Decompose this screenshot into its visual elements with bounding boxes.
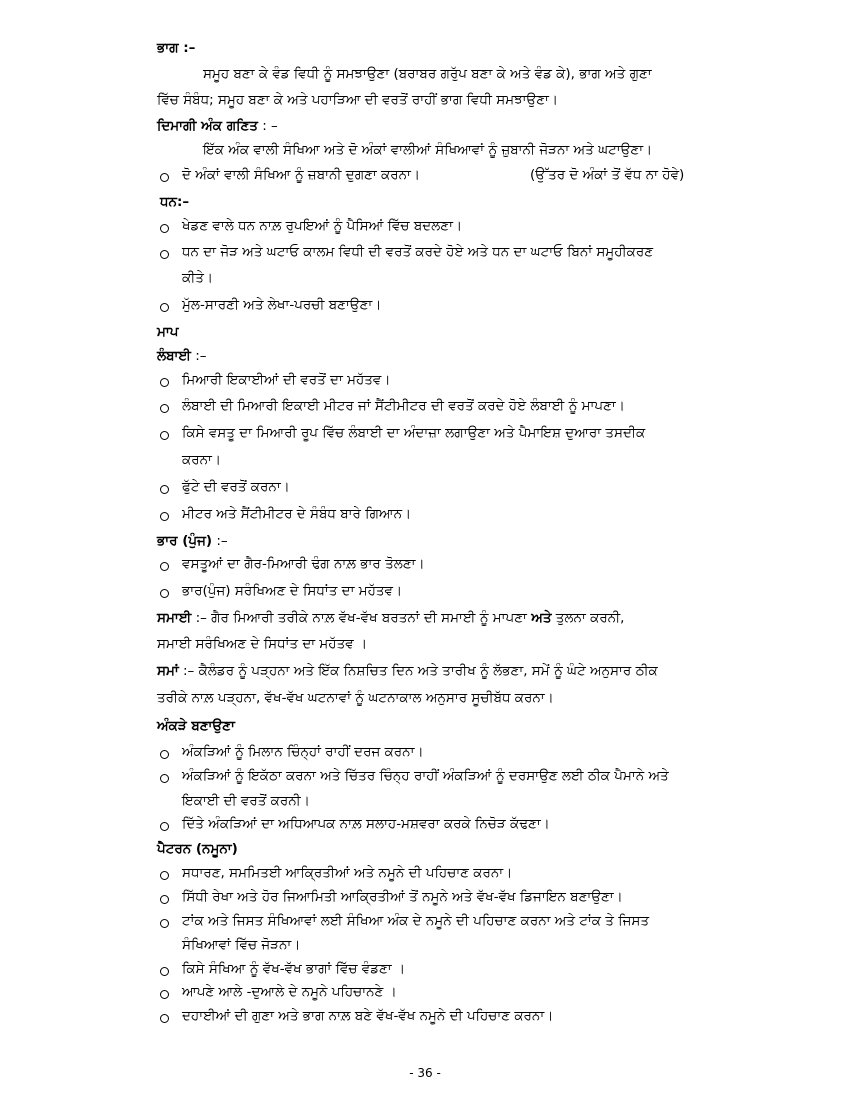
capacity-text-bold: ਅਤੇ (531, 610, 552, 626)
data-bullet-3: ਦਿੱਤੇ ਅੰਕੜਿਆਂ ਦਾ ਅਧਿਆਪਕ ਨਾਲ਼ ਸਲਾਹ-ਮਸ਼ਵਰਾ ਕਰਕੇ ਨਿਚੋੜ ਕੱਢਣਾ। (182, 816, 550, 832)
bullet-icon (160, 562, 169, 571)
data-bullet-1: ਅੰਕੜਿਆਂ ਨੂੰ ਮਿਲਾਨ ਚਿੰਨ੍ਹਾਂ ਰਾਹੀਂ ਦਰਜ ਕਰਨਾ। (182, 744, 424, 760)
mental-math-note: (ਉੱਤਰ ਦੋ ਅੰਕਾਂ ਤੋਂ ਵੱਧ ਨਾ ਹੋਵੇ) (530, 167, 685, 183)
bullet-icon (160, 919, 169, 928)
heading-weight (157, 531, 228, 551)
bullet-icon (160, 224, 169, 233)
length-bullet-3-line-1: ਕਿਸੇ ਵਸਤੂ ਦਾ ਮਿਆਰੀ ਰੂਪ ਵਿੱਚ ਲੰਬਾਈ ਦਾ ਅੰਦਾਜ਼ਾ ਲਗਾਉਣਾ ਅਤੇ ਪੈਮਾਇਸ਼ ਦੁਆਰਾ ਤਸਦੀਕ (182, 425, 646, 441)
division-paragraph-line-2: ਵਿੱਚ ਸੰਬੰਧ; ਸਮੂਹ ਬਣਾ ਕੇ ਅਤੇ ਪਹਾੜਿਆ ਦੀ ਵਰਤੋਂ ਰਾਹੀਂ ਭਾਗ ਵਿਧੀ ਸਮਝਾਉਣਾ। (157, 92, 558, 108)
capacity-line-2: ਸਮਾਈ ਸਰੰਖਿਅਣ ਦੇ ਸਿਧਾਂਤ ਦਾ ਮਹੱਤਵ । (157, 636, 368, 652)
heading-money: ਧਨ:– (160, 194, 190, 210)
bullet-icon (160, 967, 169, 976)
bullet-icon (160, 378, 169, 387)
money-bullet-2-line-2: ਕੀਤੇ। (182, 270, 214, 286)
heading-mental-math-suffix: : – (262, 118, 278, 134)
bullet-icon (160, 774, 169, 783)
weight-bullet-2: ਭਾਰ(ਪੁੰਜ) ਸਰੰਖਿਅਣ ਦੇ ਸਿਧਾਂਤ ਦਾ ਮਹੱਤਵ। (182, 583, 403, 599)
bullet-icon (160, 895, 169, 904)
capacity-text-b: ਤੁਲਨਾ ਕਰਨੀ, (555, 610, 625, 626)
money-bullet-1: ਖੇਡਣ ਵਾਲੇ ਧਨ ਨਾਲ਼ ਰੁਪਇਆਂ ਨੂੰ ਪੈਸਿਆਂ ਵਿੱਚ ਬਦਲਣਾ। (182, 218, 463, 234)
length-bullet-5: ਮੀਟਰ ਅਤੇ ਸੈਂਟੀਮੀਟਰ ਦੇ ਸੰਬੰਧ ਬਾਰੇ ਗਿਆਨ। (182, 506, 412, 522)
bullet-icon (160, 512, 169, 521)
weight-bullet-1: ਵਸਤੂਆਂ ਦਾ ਗੈਰ-ਮਿਆਰੀ ਢੰਗ ਨਾਲ਼ ਭਾਰ ਤੋਲਣਾ। (182, 556, 425, 572)
length-bullet-2: ਲੰਬਾਈ ਦੀ ਮਿਆਰੀ ਇਕਾਈ ਮੀਟਰ ਜਾਂ ਸੈਂਟੀਮੀਟਰ ਦੀ ਵਰਤੋਂ ਕਰਦੇ ਹੋਏ ਲੰਬਾਈ ਨੂੰ ਮਾਪਣਾ। (182, 398, 625, 414)
bullet-icon (160, 431, 169, 440)
money-bullet-3: ਮੁੱਲ-ਸਾਰਣੀ ਅਤੇ ਲੇਖਾ-ਪਰਚੀ ਬਣਾਉਣਾ। (182, 297, 382, 313)
heading-mental-math (157, 116, 278, 136)
pattern-bullet-5: ਆਪਣੇ ਆਲੇ -ਦੁਆਲੇ ਦੇ ਨਮੂਨੇ ਪਹਿਚਾਨਣੇ । (182, 984, 397, 1000)
heading-weight-suffix: :– (216, 533, 228, 549)
heading-patterns: ਪੈਟਰਨ (ਨਮੂਨਾ) (157, 841, 238, 857)
mental-math-bullet: ਦੋ ਅੰਕਾਂ ਵਾਲੀ ਸੰਖਿਆ ਨੂੰ ਜ਼ਬਾਨੀ ਦੁਗਣਾ ਕਰਨਾ। (182, 167, 421, 183)
capacity-line-1 (157, 608, 624, 628)
heading-weight-label: ਭਾਰ (ਪੁੰਜ) (157, 533, 213, 549)
bullet-icon (160, 485, 169, 494)
bullet-icon (160, 750, 169, 759)
pattern-bullet-6: ਦਹਾਈਆਂ ਦੀ ਗੁਣਾ ਅਤੇ ਭਾਗ ਨਾਲ਼ ਬਣੇ ਵੱਖ-ਵੱਖ ਨਮੂਨੇ ਦੀ ਪਹਿਚਾਣ ਕਰਨਾ। (182, 1008, 554, 1024)
page-number: - 36 - (409, 1066, 441, 1080)
data-bullet-2-line-1: ਅੰਕੜਿਆਂ ਨੂੰ ਇਕੱਠਾ ਕਰਨਾ ਅਤੇ ਚਿੱਤਰ ਚਿੰਨ੍ਹ ਰਾਹੀਂ ਅੰਕੜਿਆਂ ਨੂੰ ਦਰਸਾਉਣ ਲਈ ਠੀਕ ਪੈਮਾਨੇ ਅਤੇ (182, 768, 669, 784)
data-bullet-2-line-2: ਇਕਾਈ ਦੀ ਵਰਤੋਂ ਕਰਨੀ। (182, 793, 310, 809)
length-bullet-1: ਮਿਆਰੀ ਇਕਾਈਆਂ ਦੀ ਵਰਤੋਂ ਦਾ ਮਹੱਤਵ। (182, 372, 391, 388)
bullet-icon (160, 871, 169, 880)
pattern-bullet-1: ਸਧਾਰਣ, ਸਮਮਿਤਈ ਆਕ੍ਰਿਤੀਆਂ ਅਤੇ ਨਮੂਨੇ ਦੀ ਪਹਿਚਾਣ ਕਰਨਾ। (182, 865, 513, 881)
bullet-icon (160, 990, 169, 999)
capacity-text-a: :– ਗੈਰ ਮਿਆਰੀ ਤਰੀਕੇ ਨਾਲ਼ ਵੱਖ-ਵੱਖ ਬਰਤਨਾਂ ਦੀ ਸਮਾਈ ਨੂੰ ਮਾਪਣਾ (195, 610, 527, 626)
mental-math-paragraph: ਇੱਕ ਅੰਕ ਵਾਲੀ ਸੰਖਿਆ ਅਤੇ ਦੋ ਅੰਕਾਂ ਵਾਲੀਆਂ ਸੰਖਿਆਵਾਂ ਨੂੰ ਜ਼ੁਬਾਨੀ ਜੋੜਨਾ ਅਤੇ ਘਟਾਉਣਾ। (203, 142, 653, 158)
pattern-bullet-4: ਕਿਸੇ ਸੰਖਿਆ ਨੂੰ ਵੱਖ-ਵੱਖ ਭਾਗਾਂ ਵਿੱਚ ਵੰਡਣਾ । (182, 961, 406, 977)
length-bullet-3-line-2: ਕਰਨਾ। (182, 452, 221, 468)
time-line-2: ਤਰੀਕੇ ਨਾਲ਼ ਪੜ੍ਹਨਾ, ਵੱਖ-ਵੱਖ ਘਟਨਾਵਾਂ ਨੂੰ ਘਟਨਾਕਾਲ ਅਨੁਸਾਰ ਸੂਚੀਬੱਧ ਕਰਨਾ। (157, 690, 554, 706)
time-line-1 (157, 661, 658, 681)
time-text: :– ਕੈਲੰਡਰ ਨੂੰ ਪੜ੍ਹਨਾ ਅਤੇ ਇੱਕ ਨਿਸ਼ਚਿਤ ਦਿਨ ਅਤੇ ਤਾਰੀਖ ਨੂੰ ਲੱਭਣਾ, ਸਮੇਂ ਨੂੰ ਘੰਟੇ ਅਨੁਸਾਰ ਠੀਕ (183, 663, 658, 679)
heading-time: ਸਮਾਂ (157, 663, 179, 679)
length-bullet-4: ਫੁੱਟੇ ਦੀ ਵਰਤੋਂ ਕਰਨਾ। (182, 479, 290, 495)
bullet-icon (160, 303, 169, 312)
bullet-icon (160, 404, 169, 413)
pattern-bullet-3-line-2: ਸੰਖਿਆਵਾਂ ਵਿੱਚ ਜੋੜਨਾ। (182, 937, 301, 953)
heading-capacity: ਸਮਾਈ (157, 610, 192, 626)
division-paragraph-line-1: ਸਮੂਹ ਬਣਾ ਕੇ ਵੰਡ ਵਿਧੀ ਨੂੰ ਸਮਝਾਉਣਾ (ਬਰਾਬਰ ਗਰੁੱਪ ਬਣਾ ਕੇ ਅਤੇ ਵੰਡ ਕੇ), ਭਾਗ ਅਤੇ ਗੁਣਾ (203, 66, 652, 82)
bullet-icon (160, 589, 169, 598)
bullet-icon (160, 822, 169, 831)
heading-division: ਭਾਗ :– (157, 40, 196, 56)
pattern-bullet-3-line-1: ਟਾਂਕ ਅਤੇ ਜਿਸਤ ਸੰਖਿਆਵਾਂ ਲਈ ਸੰਖਿਆ ਅੰਕ ਦੇ ਨਮੂਨੇ ਦੀ ਪਹਿਚਾਣ ਕਰਨਾ ਅਤੇ ਟਾਂਕ ਤੇ ਜਿਸਤ (182, 913, 650, 929)
pattern-bullet-2: ਸਿੱਧੀ ਰੇਖਾ ਅਤੇ ਹੋਰ ਜਿਆਮਿਤੀ ਆਕ੍ਰਿਤੀਆਂ ਤੋਂ ਨਮੂਨੇ ਅਤੇ ਵੱਖ-ਵੱਖ ਡਿਜਾਇਨ ਬਣਾਉਣਾ। (182, 889, 623, 905)
heading-length (157, 346, 207, 366)
heading-length-label: ਲੰਬਾਈ (157, 348, 191, 364)
bullet-icon (160, 173, 169, 182)
heading-data-handling: ਅੰਕੜੇ ਬਣਾਉਣਾ (157, 718, 235, 734)
heading-length-suffix: :– (195, 348, 207, 364)
heading-mental-math-label: ਦਿਮਾਗੀ ਅੰਕ ਗਣਿਤ (157, 118, 258, 134)
heading-measurement: ਮਾਪ (157, 324, 179, 340)
bullet-icon (160, 250, 169, 259)
money-bullet-2-line-1: ਧਨ ਦਾ ਜੋੜ ਅਤੇ ਘਟਾਓ ਕਾਲਮ ਵਿਧੀ ਦੀ ਵਰਤੋਂ ਕਰਦੇ ਹੋਏ ਅਤੇ ਧਨ ਦਾ ਘਟਾਓ ਬਿਨਾਂ ਸਮੂਹੀਕਰਣ (182, 244, 654, 260)
bullet-icon (160, 1014, 169, 1023)
